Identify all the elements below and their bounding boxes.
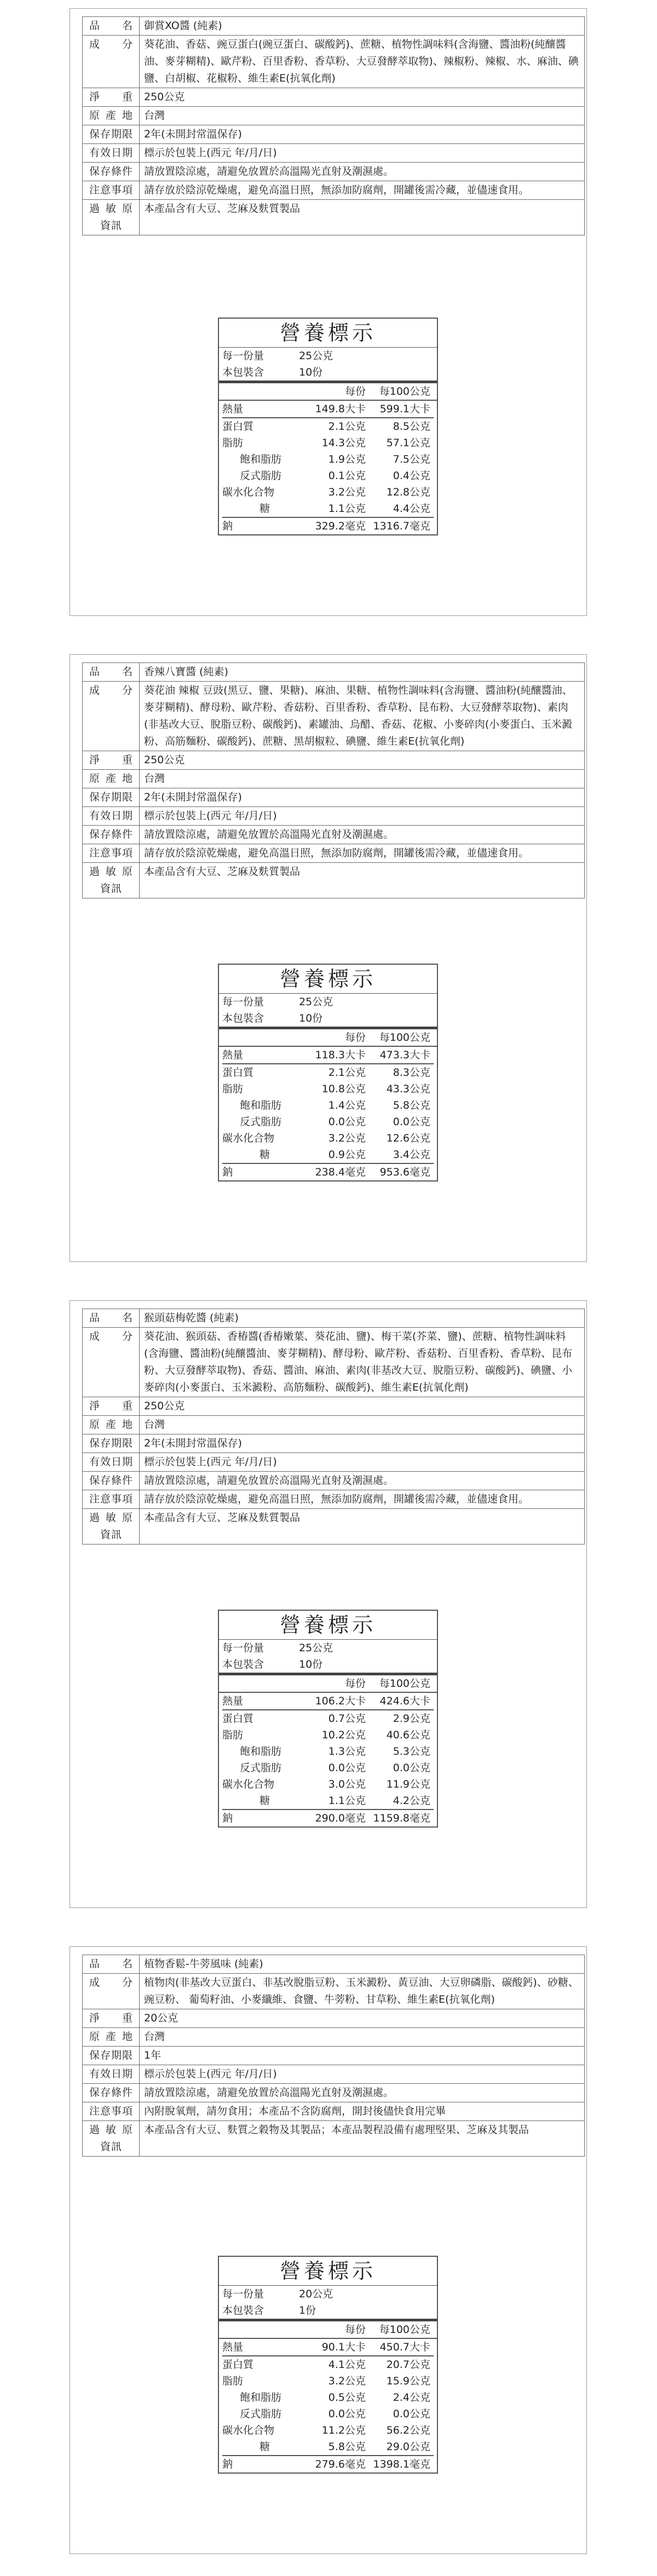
spec-row-name xyxy=(83,1309,585,1328)
spec-row-origin xyxy=(83,107,585,125)
origin-value: 台灣 xyxy=(140,107,585,125)
net-weight-value: 250公克 xyxy=(140,1397,585,1416)
product-name: 植物香鬆-牛蒡風味 (純素) xyxy=(140,1955,585,1974)
servings-count-label: 本包裝含 xyxy=(222,2304,264,2316)
nutrient-per-100g: 11.9公克 xyxy=(386,1778,430,1790)
nutrient-per-serving: 149.8大卡 xyxy=(315,403,366,415)
serving-size-label: 每一份量 xyxy=(222,996,264,1008)
nutrition-facts-box xyxy=(218,964,438,1182)
origin-value: 台灣 xyxy=(140,2028,585,2047)
nutrient-per-100g: 7.5公克 xyxy=(393,453,430,465)
nutrient-name-protein: 蛋白質 xyxy=(222,1713,254,1725)
allergen-key-line1: 過敏原 xyxy=(89,203,132,215)
nutrient-per-100g: 40.6公克 xyxy=(386,1729,430,1741)
spec-key: 淨重 xyxy=(83,751,140,770)
spec-row-ingredients xyxy=(83,36,585,88)
spec-key: 保存條件 xyxy=(83,826,140,844)
spec-key: 淨重 xyxy=(83,1397,140,1416)
spec-row-origin xyxy=(83,2028,585,2047)
nutrition-facts-box xyxy=(218,318,438,535)
shelf-life-value: 1年 xyxy=(140,2047,585,2065)
nutrient-per-serving: 0.5公克 xyxy=(328,2391,366,2404)
serving-size-row xyxy=(219,348,437,364)
spec-row-allergen xyxy=(83,863,585,898)
nutrient-name-carbs: 碳水化合物 xyxy=(222,1778,275,1790)
nutrient-name-protein: 蛋白質 xyxy=(222,420,254,433)
nutrient-per-100g: 5.3公克 xyxy=(393,1745,430,1757)
shelf-life-value: 2年(未開封常溫保存) xyxy=(140,1434,585,1453)
nutrient-name-sodium: 鈉 xyxy=(222,520,233,532)
nutrient-header-blank xyxy=(222,1675,304,1692)
nutrition-header-row xyxy=(219,1675,437,1693)
nutrition-values xyxy=(219,401,437,534)
per-serving-header: 每份 xyxy=(344,385,366,397)
nutrient-name-carbs: 碳水化合物 xyxy=(222,2424,275,2436)
net-weight-value: 20公克 xyxy=(140,2009,585,2028)
nutrition-header-row xyxy=(219,383,437,401)
nutrient-name-energy: 熱量 xyxy=(222,403,244,415)
servings-count-row xyxy=(219,1656,437,1673)
spec-key: 成分 xyxy=(83,1974,140,2009)
nutrient-name-carbs: 碳水化合物 xyxy=(222,1132,275,1144)
ingredients-value: 植物肉(非基改大豆蛋白、非基改脫脂豆粉、玉米澱粉、黃豆油、大豆卵磷脂、碳酸鈣)、砂糖、豌豆粉、 葡萄籽油、小麥纖維、食鹽、牛蒡粉、甘草粉、維生素E(抗氧化劑) xyxy=(140,1974,585,2009)
nutrient-per-serving: 3.0公克 xyxy=(328,1778,366,1790)
nutrient-per-100g: 15.9公克 xyxy=(386,2375,430,2387)
spec-row-origin xyxy=(83,770,585,788)
nutrient-per-serving: 2.1公克 xyxy=(328,420,366,433)
spec-key: 保存條件 xyxy=(83,163,140,181)
nutrient-per-serving: 1.4公克 xyxy=(328,1099,366,1111)
nutrition-title: 營養標示 xyxy=(219,2257,437,2286)
nutrient-per-serving: 10.2公克 xyxy=(321,1729,366,1741)
caution-value: 內附脫氧劑，請勿食用；本產品不含防腐劑，開封後儘快食用完畢 xyxy=(140,2102,585,2121)
nutrient-name-sat-fat: 飽和脂肪 xyxy=(240,1745,282,1757)
nutrient-per-serving: 3.2公克 xyxy=(328,2375,366,2387)
spec-row-allergen xyxy=(83,1509,585,1545)
spec-key: 品名 xyxy=(83,17,140,36)
nutrient-per-100g: 20.7公克 xyxy=(386,2359,430,2371)
serving-size-row xyxy=(219,994,437,1010)
nutrient-name-sodium: 鈉 xyxy=(222,1812,233,1824)
nutrient-name-carbs: 碳水化合物 xyxy=(222,486,275,498)
ingredients-value: 葵花油、猴頭菇、香椿醬(香椿嫩葉、葵花油、鹽)、梅干菜(芥菜、鹽)、蔗糖、植物性調味料(含海鹽、醬油粉(純釀醬油、麥芽糊精)、酵母粉、歐芹粉、香菇粉、百里香粉、香草粉、昆布粉、大豆發酵萃取物)、香菇、醬油、麻油、素肉(非基改大豆、脫脂豆粉、碳酸鈣)、碘鹽、小麥碎肉(小麥蛋白、玉米澱粉、高筋麵粉、碳酸鈣)、維生素E(抗氧化劑) xyxy=(140,1328,585,1397)
spec-table xyxy=(82,1309,585,1545)
nutrient-per-serving: 329.2毫克 xyxy=(315,520,366,532)
nutrient-per-serving: 1.1公克 xyxy=(328,1795,366,1807)
spec-row-name xyxy=(83,1955,585,1974)
spec-row-storage xyxy=(83,163,585,181)
spec-key: 品名 xyxy=(83,663,140,682)
servings-count-label: 本包裝含 xyxy=(222,366,264,378)
expiry-value: 標示於包裝上(西元 年/月/日) xyxy=(140,144,585,163)
allergen-key-line2: 資訊 xyxy=(100,1529,122,1541)
nutrient-per-100g: 12.6公克 xyxy=(386,1132,430,1144)
spec-key: 原產地 xyxy=(83,107,140,125)
storage-value: 請放置陰涼處，請避免放置於高溫陽光直射及潮濕處。 xyxy=(140,163,585,181)
serving-size-row xyxy=(219,2286,437,2302)
net-weight-value: 250公克 xyxy=(140,88,585,107)
nutrient-per-100g: 599.1大卡 xyxy=(379,403,430,415)
servings-count-label: 本包裝含 xyxy=(222,1658,264,1670)
nutrient-name-sodium: 鈉 xyxy=(222,2458,233,2470)
nutrient-name-fat: 脂肪 xyxy=(222,1729,244,1741)
nutrient-per-100g: 56.2公克 xyxy=(386,2424,430,2436)
spec-key: 原產地 xyxy=(83,2028,140,2047)
servings-count-label: 本包裝含 xyxy=(222,1012,264,1024)
nutrient-per-100g: 3.4公克 xyxy=(393,1149,430,1161)
spec-key xyxy=(83,2121,140,2157)
nutrient-per-100g: 4.4公克 xyxy=(393,503,430,515)
nutrient-name-sat-fat: 飽和脂肪 xyxy=(240,2391,282,2404)
spec-row-storage xyxy=(83,2084,585,2102)
nutrient-per-serving: 0.9公克 xyxy=(328,1149,366,1161)
nutrient-per-serving: 118.3大卡 xyxy=(315,1049,366,1061)
spec-row-net xyxy=(83,2009,585,2028)
nutrient-name-sat-fat: 飽和脂肪 xyxy=(240,1099,282,1111)
per-100g-header: 每100公克 xyxy=(379,1031,430,1044)
nutrient-per-serving: 1.9公克 xyxy=(328,453,366,465)
spec-key xyxy=(83,1509,140,1545)
nutrient-per-100g: 0.0公克 xyxy=(393,1116,430,1128)
nutrient-per-serving: 290.0毫克 xyxy=(315,1812,366,1824)
spec-table xyxy=(82,16,585,235)
nutrient-per-serving: 90.1大卡 xyxy=(321,2341,366,2353)
nutrient-per-100g: 43.3公克 xyxy=(386,1083,430,1095)
spec-key: 成分 xyxy=(83,1328,140,1397)
nutrient-per-100g: 4.2公克 xyxy=(393,1795,430,1807)
spec-row-storage xyxy=(83,826,585,844)
spec-row-allergen xyxy=(83,200,585,235)
spec-row-caution xyxy=(83,2102,585,2121)
spec-table xyxy=(82,1955,585,2157)
nutrition-header-row xyxy=(219,1029,437,1047)
spec-key xyxy=(83,863,140,898)
nutrient-name-fat: 脂肪 xyxy=(222,1083,244,1095)
shelf-life-value: 2年(未開封常溫保存) xyxy=(140,125,585,144)
spec-key: 注意事項 xyxy=(83,2102,140,2121)
nutrient-per-100g: 424.6大卡 xyxy=(379,1695,430,1707)
nutrient-per-serving: 2.1公克 xyxy=(328,1067,366,1079)
per-100g-header: 每100公克 xyxy=(379,385,430,397)
nutrient-name-fat: 脂肪 xyxy=(222,2375,244,2387)
nutrient-per-100g: 0.0公克 xyxy=(393,1762,430,1774)
spec-key: 保存條件 xyxy=(83,2084,140,2102)
spec-key: 保存期限 xyxy=(83,1434,140,1453)
serving-size-label: 每一份量 xyxy=(222,2288,264,2300)
nutrient-per-100g: 1159.8毫克 xyxy=(373,1812,430,1824)
nutrient-header-blank xyxy=(222,2321,304,2338)
per-100g-header: 每100公克 xyxy=(379,1678,430,1690)
per-serving-header: 每份 xyxy=(344,2324,366,2336)
nutrient-name-sugar: 糖 xyxy=(260,503,270,515)
nutrient-per-100g: 473.3大卡 xyxy=(379,1049,430,1061)
product-card-1 xyxy=(70,8,587,616)
nutrient-per-100g: 953.6毫克 xyxy=(379,1166,430,1178)
nutrient-per-100g: 12.8公克 xyxy=(386,486,430,498)
nutrient-per-serving: 1.1公克 xyxy=(328,503,366,515)
nutrient-name-energy: 熱量 xyxy=(222,1049,244,1061)
spec-key: 品名 xyxy=(83,1309,140,1328)
spec-key: 品名 xyxy=(83,1955,140,1974)
nutrient-name-energy: 熱量 xyxy=(222,2341,244,2353)
nutrition-values xyxy=(219,1047,437,1180)
nutrition-title: 營養標示 xyxy=(219,319,437,348)
nutrient-per-serving: 10.8公克 xyxy=(321,1083,366,1095)
spec-key: 有效日期 xyxy=(83,807,140,826)
storage-value: 請放置陰涼處，請避免放置於高溫陽光直射及潮濕處。 xyxy=(140,2084,585,2102)
caution-value: 請存放於陰涼乾燥處，避免高溫日照，無添加防腐劑，開罐後需冷藏，並儘速食用。 xyxy=(140,1490,585,1509)
spec-key: 淨重 xyxy=(83,2009,140,2028)
spec-row-expiry xyxy=(83,807,585,826)
servings-count-value: 1份 xyxy=(299,2304,316,2316)
servings-count-value: 10份 xyxy=(299,1658,323,1670)
nutrient-per-100g: 1316.7毫克 xyxy=(373,520,430,532)
spec-key: 保存條件 xyxy=(83,1472,140,1490)
spec-row-shelf-life xyxy=(83,1434,585,1453)
serving-size-value: 20公克 xyxy=(299,2288,333,2300)
spec-row-shelf-life xyxy=(83,788,585,807)
nutrition-title: 營養標示 xyxy=(219,1611,437,1640)
spec-row-expiry xyxy=(83,1453,585,1472)
spec-row-caution xyxy=(83,1490,585,1509)
serving-size-label: 每一份量 xyxy=(222,1642,264,1654)
spec-row-name xyxy=(83,17,585,36)
spec-key: 注意事項 xyxy=(83,181,140,200)
serving-size-row xyxy=(219,1640,437,1656)
nutrient-name-sodium: 鈉 xyxy=(222,1166,233,1178)
nutrient-per-100g: 0.4公克 xyxy=(393,470,430,482)
expiry-value: 標示於包裝上(西元 年/月/日) xyxy=(140,807,585,826)
caution-value: 請存放於陰涼乾燥處，避免高溫日照，無添加防腐劑，開罐後需冷藏，並儘速食用。 xyxy=(140,844,585,863)
spec-row-ingredients xyxy=(83,1974,585,2009)
nutrient-per-serving: 5.8公克 xyxy=(328,2441,366,2453)
nutrient-name-trans-fat: 反式脂肪 xyxy=(240,470,282,482)
origin-value: 台灣 xyxy=(140,770,585,788)
spec-key: 成分 xyxy=(83,36,140,88)
nutrient-per-serving: 0.7公克 xyxy=(328,1713,366,1725)
product-card-3 xyxy=(70,1300,587,1908)
nutrition-values xyxy=(219,2339,437,2473)
nutrition-values xyxy=(219,1693,437,1826)
product-name: 猴頭菇梅乾醬 (純素) xyxy=(140,1309,585,1328)
origin-value: 台灣 xyxy=(140,1416,585,1434)
allergen-value: 本產品含有大豆、麩質之穀物及其製品；本產品製程設備有處理堅果、芝麻及其製品 xyxy=(140,2121,585,2157)
nutrient-per-serving: 0.1公克 xyxy=(328,470,366,482)
spec-key xyxy=(83,200,140,235)
nutrient-name-sugar: 糖 xyxy=(260,1149,270,1161)
nutrient-per-100g: 8.3公克 xyxy=(393,1067,430,1079)
servings-count-row xyxy=(219,2302,437,2319)
nutrient-per-serving: 3.2公克 xyxy=(328,486,366,498)
nutrient-per-serving: 0.0公克 xyxy=(328,1762,366,1774)
shelf-life-value: 2年(未開封常溫保存) xyxy=(140,788,585,807)
allergen-key-line2: 資訊 xyxy=(100,2141,122,2153)
nutrient-name-energy: 熱量 xyxy=(222,1695,244,1707)
allergen-value: 本產品含有大豆、芝麻及麩質製品 xyxy=(140,200,585,235)
servings-count-row xyxy=(219,364,437,381)
spec-key: 原產地 xyxy=(83,1416,140,1434)
storage-value: 請放置陰涼處，請避免放置於高溫陽光直射及潮濕處。 xyxy=(140,1472,585,1490)
per-serving-header: 每份 xyxy=(344,1031,366,1044)
spec-key: 有效日期 xyxy=(83,2065,140,2084)
spec-row-allergen xyxy=(83,2121,585,2157)
spec-row-shelf-life xyxy=(83,125,585,144)
spec-key: 淨重 xyxy=(83,88,140,107)
nutrient-name-protein: 蛋白質 xyxy=(222,1067,254,1079)
nutrient-per-serving: 0.0公克 xyxy=(328,1116,366,1128)
spec-row-expiry xyxy=(83,144,585,163)
nutrient-per-serving: 279.6毫克 xyxy=(315,2458,366,2470)
nutrient-per-100g: 8.5公克 xyxy=(393,420,430,433)
nutrient-name-trans-fat: 反式脂肪 xyxy=(240,1116,282,1128)
product-name: 御賞XO醬 (純素) xyxy=(140,17,585,36)
nutrient-per-serving: 11.2公克 xyxy=(321,2424,366,2436)
product-card-4 xyxy=(70,1946,587,2554)
allergen-key-line2: 資訊 xyxy=(100,883,122,895)
per-100g-header: 每100公克 xyxy=(379,2324,430,2336)
nutrient-per-serving: 238.4毫克 xyxy=(315,1166,366,1178)
serving-size-label: 每一份量 xyxy=(222,350,264,362)
spec-row-caution xyxy=(83,181,585,200)
nutrient-name-trans-fat: 反式脂肪 xyxy=(240,1762,282,1774)
allergen-key-line1: 過敏原 xyxy=(89,1512,132,1524)
storage-value: 請放置陰涼處，請避免放置於高溫陽光直射及潮濕處。 xyxy=(140,826,585,844)
spec-key: 注意事項 xyxy=(83,1490,140,1509)
spec-key: 保存期限 xyxy=(83,788,140,807)
serving-size-value: 25公克 xyxy=(299,1642,333,1654)
spec-row-ingredients xyxy=(83,1328,585,1397)
nutrient-per-serving: 0.0公克 xyxy=(328,2408,366,2420)
spec-key: 保存期限 xyxy=(83,2047,140,2065)
spec-key: 有效日期 xyxy=(83,1453,140,1472)
spec-row-shelf-life xyxy=(83,2047,585,2065)
spec-row-expiry xyxy=(83,2065,585,2084)
net-weight-value: 250公克 xyxy=(140,751,585,770)
nutrient-per-100g: 29.0公克 xyxy=(386,2441,430,2453)
nutrition-header-row xyxy=(219,2321,437,2339)
spec-table xyxy=(82,662,585,898)
nutrition-facts-box xyxy=(218,2256,438,2474)
nutrient-per-100g: 57.1公克 xyxy=(386,437,430,449)
spec-key: 注意事項 xyxy=(83,844,140,863)
product-name: 香辣八寶醬 (純素) xyxy=(140,663,585,682)
spec-key: 原產地 xyxy=(83,770,140,788)
nutrient-per-100g: 0.0公克 xyxy=(393,2408,430,2420)
allergen-key-line1: 過敏原 xyxy=(89,866,132,878)
nutrient-per-100g: 2.4公克 xyxy=(393,2391,430,2404)
nutrient-per-serving: 14.3公克 xyxy=(321,437,366,449)
nutrient-per-serving: 106.2大卡 xyxy=(315,1695,366,1707)
nutrition-facts-box xyxy=(218,1610,438,1828)
per-serving-header: 每份 xyxy=(344,1678,366,1690)
serving-size-value: 25公克 xyxy=(299,350,333,362)
product-card-2 xyxy=(70,654,587,1262)
spec-key: 有效日期 xyxy=(83,144,140,163)
spec-key: 保存期限 xyxy=(83,125,140,144)
nutrient-per-100g: 2.9公克 xyxy=(393,1713,430,1725)
nutrient-name-fat: 脂肪 xyxy=(222,437,244,449)
nutrient-name-sat-fat: 飽和脂肪 xyxy=(240,453,282,465)
nutrient-name-sugar: 糖 xyxy=(260,1795,270,1807)
allergen-key-line1: 過敏原 xyxy=(89,2124,132,2136)
caution-value: 請存放於陰涼乾燥處，避免高溫日照，無添加防腐劑，開罐後需冷藏，並儘速食用。 xyxy=(140,181,585,200)
spec-row-name xyxy=(83,663,585,682)
nutrient-per-serving: 1.3公克 xyxy=(328,1745,366,1757)
nutrient-name-sugar: 糖 xyxy=(260,2441,270,2453)
servings-count-row xyxy=(219,1010,437,1027)
servings-count-value: 10份 xyxy=(299,1012,323,1024)
spec-row-origin xyxy=(83,1416,585,1434)
spec-key: 成分 xyxy=(83,682,140,751)
ingredients-value: 葵花油、香菇、豌豆蛋白(豌豆蛋白、碳酸鈣)、蔗糖、植物性調味料(含海鹽、醬油粉(純釀醬油、麥芽糊精)、歐芹粉、百里香粉、香草粉、大豆發酵萃取物)、辣椒粉、辣椒、水、麻油、碘鹽、白胡椒、花椒粉、維生素E(抗氧化劑) xyxy=(140,36,585,88)
ingredients-value: 葵花油 辣椒 豆豉(黑豆、鹽、果糖)、麻油、果糖、植物性調味料(含海鹽、醬油粉(純釀醬油、麥芽糊精)、酵母粉、歐芹粉、香菇粉、百里香粉、香草粉、昆布粉、大豆發酵萃取物)、素肉(非基改大豆、脫脂豆粉、碳酸鈣)、素罐油、烏醋、香菇、花椒、小麥碎肉(小麥蛋白、玉米澱粉、高筋麵粉、碳酸鈣)、蔗糖、黑胡椒粒、碘鹽、維生素E(抗氧化劑) xyxy=(140,682,585,751)
nutrient-per-100g: 1398.1毫克 xyxy=(373,2458,430,2470)
spec-row-storage xyxy=(83,1472,585,1490)
nutrient-name-trans-fat: 反式脂肪 xyxy=(240,2408,282,2420)
nutrient-header-blank xyxy=(222,383,304,400)
servings-count-value: 10份 xyxy=(299,366,323,378)
spec-row-caution xyxy=(83,844,585,863)
expiry-value: 標示於包裝上(西元 年/月/日) xyxy=(140,1453,585,1472)
nutrition-title: 營養標示 xyxy=(219,965,437,994)
allergen-value: 本產品含有大豆、芝麻及麩質製品 xyxy=(140,863,585,898)
spec-row-net xyxy=(83,1397,585,1416)
serving-size-value: 25公克 xyxy=(299,996,333,1008)
spec-row-net xyxy=(83,751,585,770)
spec-row-net xyxy=(83,88,585,107)
allergen-key-line2: 資訊 xyxy=(100,220,122,232)
nutrient-per-100g: 5.8公克 xyxy=(393,1099,430,1111)
nutrient-per-serving: 3.2公克 xyxy=(328,1132,366,1144)
nutrient-per-serving: 4.1公克 xyxy=(328,2359,366,2371)
allergen-value: 本產品含有大豆、芝麻及麩質製品 xyxy=(140,1509,585,1545)
spec-row-ingredients xyxy=(83,682,585,751)
nutrient-per-100g: 450.7大卡 xyxy=(379,2341,430,2353)
nutrient-header-blank xyxy=(222,1029,304,1046)
expiry-value: 標示於包裝上(西元 年/月/日) xyxy=(140,2065,585,2084)
nutrient-name-protein: 蛋白質 xyxy=(222,2359,254,2371)
